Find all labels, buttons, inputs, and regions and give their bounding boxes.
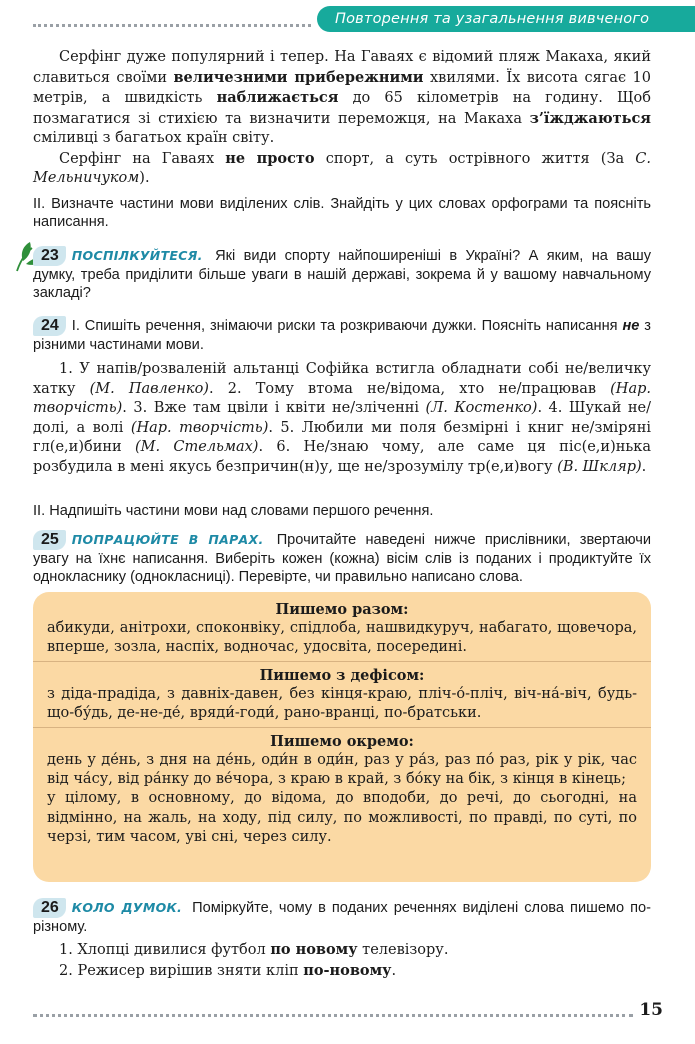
box-text-together: абикуди, анітрохи, споконвіку, спідлоба, нашвидкуруч, набагато, щовечора, вперше, зозла, наспіх, водночас, удосвіта, посередині. (47, 620, 637, 656)
text-run: з різними частинами мови. (33, 318, 652, 353)
text-run: спорт, а суть острівного життя (За (314, 150, 636, 167)
text-run: . 4. Шукай не/долі, а волі (33, 400, 651, 436)
example-sentence-1 (33, 940, 651, 961)
text-run: телевізору. (357, 942, 449, 959)
divider (33, 661, 651, 662)
exercise-text: Які види спорту найпоширеніші в Україні? А яким, на вашу думку, треба приділити більше уваги в нашій державі, зокрема й у вашому навчальному закладі? (33, 248, 651, 302)
section-header (317, 6, 695, 32)
story-task-text: II. Визначте частини мови виділених слів. Знайдіть у цих словах орфограми та поясніть написання. (33, 196, 651, 231)
story-text (33, 48, 651, 189)
bold-word: не просто (225, 149, 315, 167)
exercise-24 (33, 316, 651, 477)
exercise-25 (33, 530, 651, 586)
exercise-text: Поміркуйте, чому в поданих реченнях виділені слова пишемо по-різному. (33, 900, 651, 935)
text-run: . (641, 458, 647, 475)
bold-word: не (622, 318, 640, 334)
top-dotted-rule (33, 24, 311, 27)
bold-word: по-новому (303, 961, 392, 979)
story-task (33, 195, 651, 231)
text-run: 1. У напів/розваленій альтанці Софійка встигла обладнати собі не/величку хатку (33, 361, 651, 397)
text-run: хвилями. Їх висота сягає 10 метрів, а швидкість (33, 69, 651, 106)
italic-source: (М. Павленко) (89, 380, 209, 397)
exercise-tag: ПОПРАЦЮЙТЕ В ПАРАХ. (71, 532, 264, 547)
italic-source: (Нар. творчість) (130, 419, 269, 436)
bold-word: з’їжджаються (529, 109, 651, 127)
section-title: Повторення та узагальнення вивченого (335, 11, 650, 27)
exercise-tag: КОЛО ДУМОК. (71, 900, 183, 915)
box-heading-hyphen: Пишемо з дефісом: (259, 666, 425, 684)
exercise-task-text: II. Надпишіть частини мови над словами першого речення. (33, 503, 434, 519)
bold-word: наближається (216, 89, 339, 106)
page-number: 15 (639, 1000, 663, 1020)
exercise-number-badge: 23 (33, 246, 66, 266)
exercise-sentences (33, 360, 651, 477)
text-run: І. Спишіть речення, знімаючи риски та розкриваючи дужки. Поясніть написання (71, 318, 623, 334)
text-run: сміливці з багатьох країн світу. (33, 130, 275, 146)
text-run: до 65 кілометрів на годину. Щоб позмагатися зі стихією та визначити переможця, на Макаха (33, 90, 651, 127)
text-run: Серфінг дуже популярний і тепер. На Гаваях є відомий пляж Макаха, який славиться своїми (33, 49, 651, 86)
box-heading-separate: Пишемо окремо: (270, 732, 414, 750)
exercise-number-badge: 25 (33, 530, 66, 550)
example-sentence-2 (33, 961, 651, 982)
exercise-number-badge: 24 (33, 316, 66, 336)
italic-source: (М. Стельмах) (135, 439, 259, 456)
bold-word: по новому (270, 941, 358, 959)
exercise-number-badge: 26 (33, 898, 66, 918)
bottom-dotted-rule (33, 1014, 633, 1017)
text-run: . 2. Тому втома не/відома, хто не/працював (208, 380, 611, 397)
divider (33, 727, 651, 728)
text-run: 2. Режисер вирішив зняти кліп (59, 962, 304, 979)
box-heading-together: Пишемо разом: (275, 601, 409, 618)
text-run: . 5. Любили ми поля безмірні і книг не/зміряні гл(е,и)бини (33, 419, 651, 456)
text-run: . (391, 962, 397, 979)
exercise-intro (33, 318, 651, 353)
story-paragraph-1 (33, 48, 651, 149)
text-run: . 6. Не/знаю чому, але саме ця піс(е,и)нька розбудила в мені якусь безпричин(н)у, ще не/зрозумілу тр(е,и)вогу (33, 439, 652, 475)
italic-source: (Л. Костенко) (425, 400, 538, 417)
italic-source: (Нар. творчість) (33, 380, 651, 417)
italic-source: С. Мельничуком (33, 150, 651, 186)
exercise-24-task (33, 502, 651, 520)
box-text-hyphen: з діда-прадіда, з давніх-давен, без кінця-краю, пліч-о́-пліч, віч-на́-віч, будь-що-бу́дь, де-не-де́, вряди́-годи́, рано-вранці, по-братськи. (47, 685, 637, 722)
exercise-tag: ПОСПІЛКУЙТЕСЯ. (71, 248, 203, 263)
text-run: . 3. Вже там цвіли і квіти не/зліченні (122, 400, 426, 417)
box-text-separate-2: у цілому, в основному, до відома, до вподоби, до речі, до сьогодні, на відмінно, на жаль, на ходу, під силу, по можливості, по правді, по суті, по черзі, тим часом, уві сні, через силу. (47, 790, 637, 846)
italic-source: (В. Шкляр) (557, 458, 642, 475)
bold-word: величезними прибережними (173, 68, 424, 86)
exercise-text: Прочитайте наведені нижче прислівники, звертаючи увагу на їхнє написання. Виберіть кожен (кожна) вісім слів із поданих і продиктуйте їх однокласнику (однокласниці). Перевірте, чи правильно написано слова. (33, 532, 651, 586)
story-paragraph-2 (33, 149, 651, 189)
exercise-26 (33, 898, 651, 981)
text-run: ). (139, 170, 150, 186)
text-run: Серфінг на Гаваях (59, 150, 226, 167)
adverb-rules-box (33, 592, 651, 882)
text-run: 1. Хлопці дивилися футбол (59, 942, 271, 959)
exercise-23 (33, 246, 651, 302)
box-text-separate-1: день у де́нь, з дня на де́нь, оди́н в оди́н, раз у ра́з, раз по́ раз, рік у рік, час від ча́су, від ра́нку до ве́чора, з краю в край, з бо́ку на бік, з кінця в кінець; (47, 751, 637, 788)
